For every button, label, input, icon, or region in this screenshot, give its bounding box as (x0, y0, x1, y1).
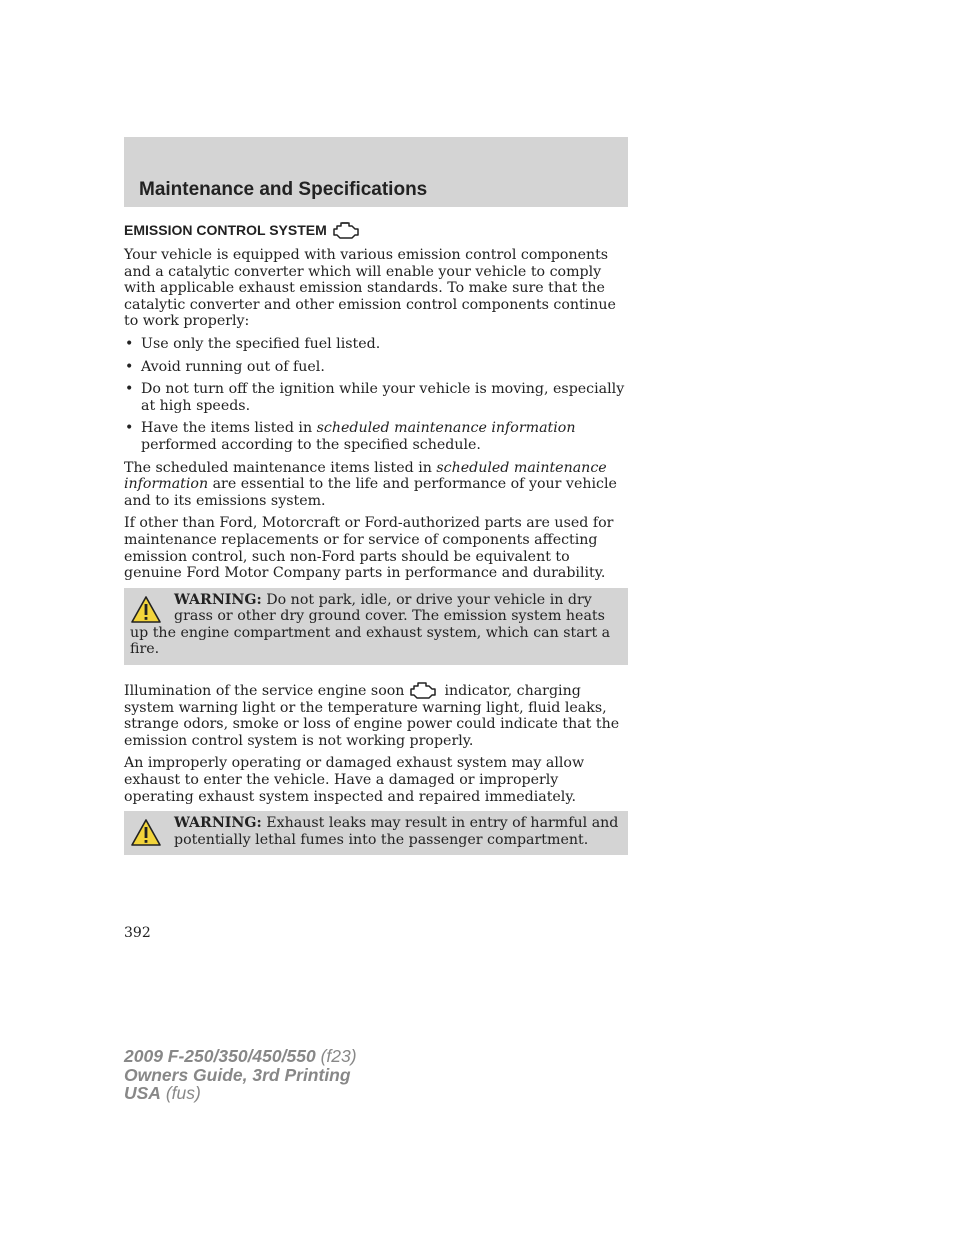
bullet-text: Avoid running out of fuel. (141, 358, 325, 375)
exhaust-paragraph: An improperly operating or damaged exhaust system may allow exhaust to enter the vehicle. Have a damaged or improperly operating exhaust system inspected and repaired immediately. (124, 755, 585, 805)
illumination-paragraph: Illumination of the service engine soon indicator, charging system warning light or the temperature warning light, fluid leaks, strange odors, smoke or loss of engine power could indicate that the emission control system is not working properly. (124, 683, 620, 749)
list-item (124, 336, 628, 353)
footer-line-region: USA (fus) (124, 1083, 201, 1103)
scheduled-maintenance-paragraph: The scheduled maintenance items listed in scheduled maintenance information are essential to the life and performance of your vehicle and to its emissions system. (124, 459, 617, 509)
section-header-band (124, 137, 628, 207)
section-heading-text: EMISSION CONTROL SYSTEM (124, 222, 327, 238)
bullet-text: performed according to the specified schedule. (141, 436, 481, 453)
page-number: 392 (124, 925, 151, 941)
engine-icon (406, 681, 440, 699)
bullet-text: Do not turn off the ignition while your vehicle is moving, especially at high speeds. (141, 381, 625, 414)
cross-reference: scheduled maintenance information (316, 420, 576, 437)
intro-paragraph: Your vehicle is equipped with various emission control components and a catalytic converter which will enable your vehicle to comply with applicable exhaust emission standards. To make sure that the catalytic converter and other emission control components continue to work properly: (124, 247, 616, 330)
warning-triangle-icon (130, 595, 162, 625)
chapter-title: Maintenance and Specifications (139, 179, 428, 200)
cross-reference: scheduled maintenance information (124, 459, 607, 493)
warning-text: Do not park, idle, or drive your vehicle in dry grass or other dry ground cover. The emission system heats up the engine compartment and exhaust system, which can start a fire. (130, 591, 611, 658)
footer-line-model: 2009 F-250/350/450/550 (f23) (124, 1046, 357, 1066)
list-item (124, 420, 628, 453)
warning-box-fire (124, 588, 628, 665)
parts-paragraph: If other than Ford, Motorcraft or Ford-authorized parts are used for maintenance replacements or for service of components affecting emission control, such non-Ford parts should be equivalent to genuine Ford Motor Company parts in performance and durability. (124, 515, 614, 582)
warning-label: WARNING: (174, 815, 262, 832)
page-content (124, 220, 628, 871)
warning-box-exhaust (124, 811, 628, 855)
bullet-icon: • (125, 381, 134, 398)
warning-label: WARNING: (174, 591, 262, 608)
bullet-icon: • (125, 358, 134, 375)
list-item (124, 381, 628, 414)
bullet-text: Use only the specified fuel listed. (141, 335, 381, 352)
list-item (124, 359, 628, 376)
warning-text: Exhaust leaks may result in entry of harmful and potentially lethal fumes into the passenger compartment. (174, 815, 619, 848)
section-heading (124, 220, 628, 240)
footer-line-guide: Owners Guide, 3rd Printing (124, 1064, 351, 1085)
engine-icon (331, 220, 361, 240)
warning-triangle-icon (130, 818, 162, 848)
bullet-icon: • (125, 335, 134, 352)
maintenance-bullet-list (124, 336, 628, 454)
bullet-icon: • (125, 420, 134, 437)
bullet-text: Have the items listed in (141, 420, 317, 437)
document-footer (124, 1047, 357, 1103)
